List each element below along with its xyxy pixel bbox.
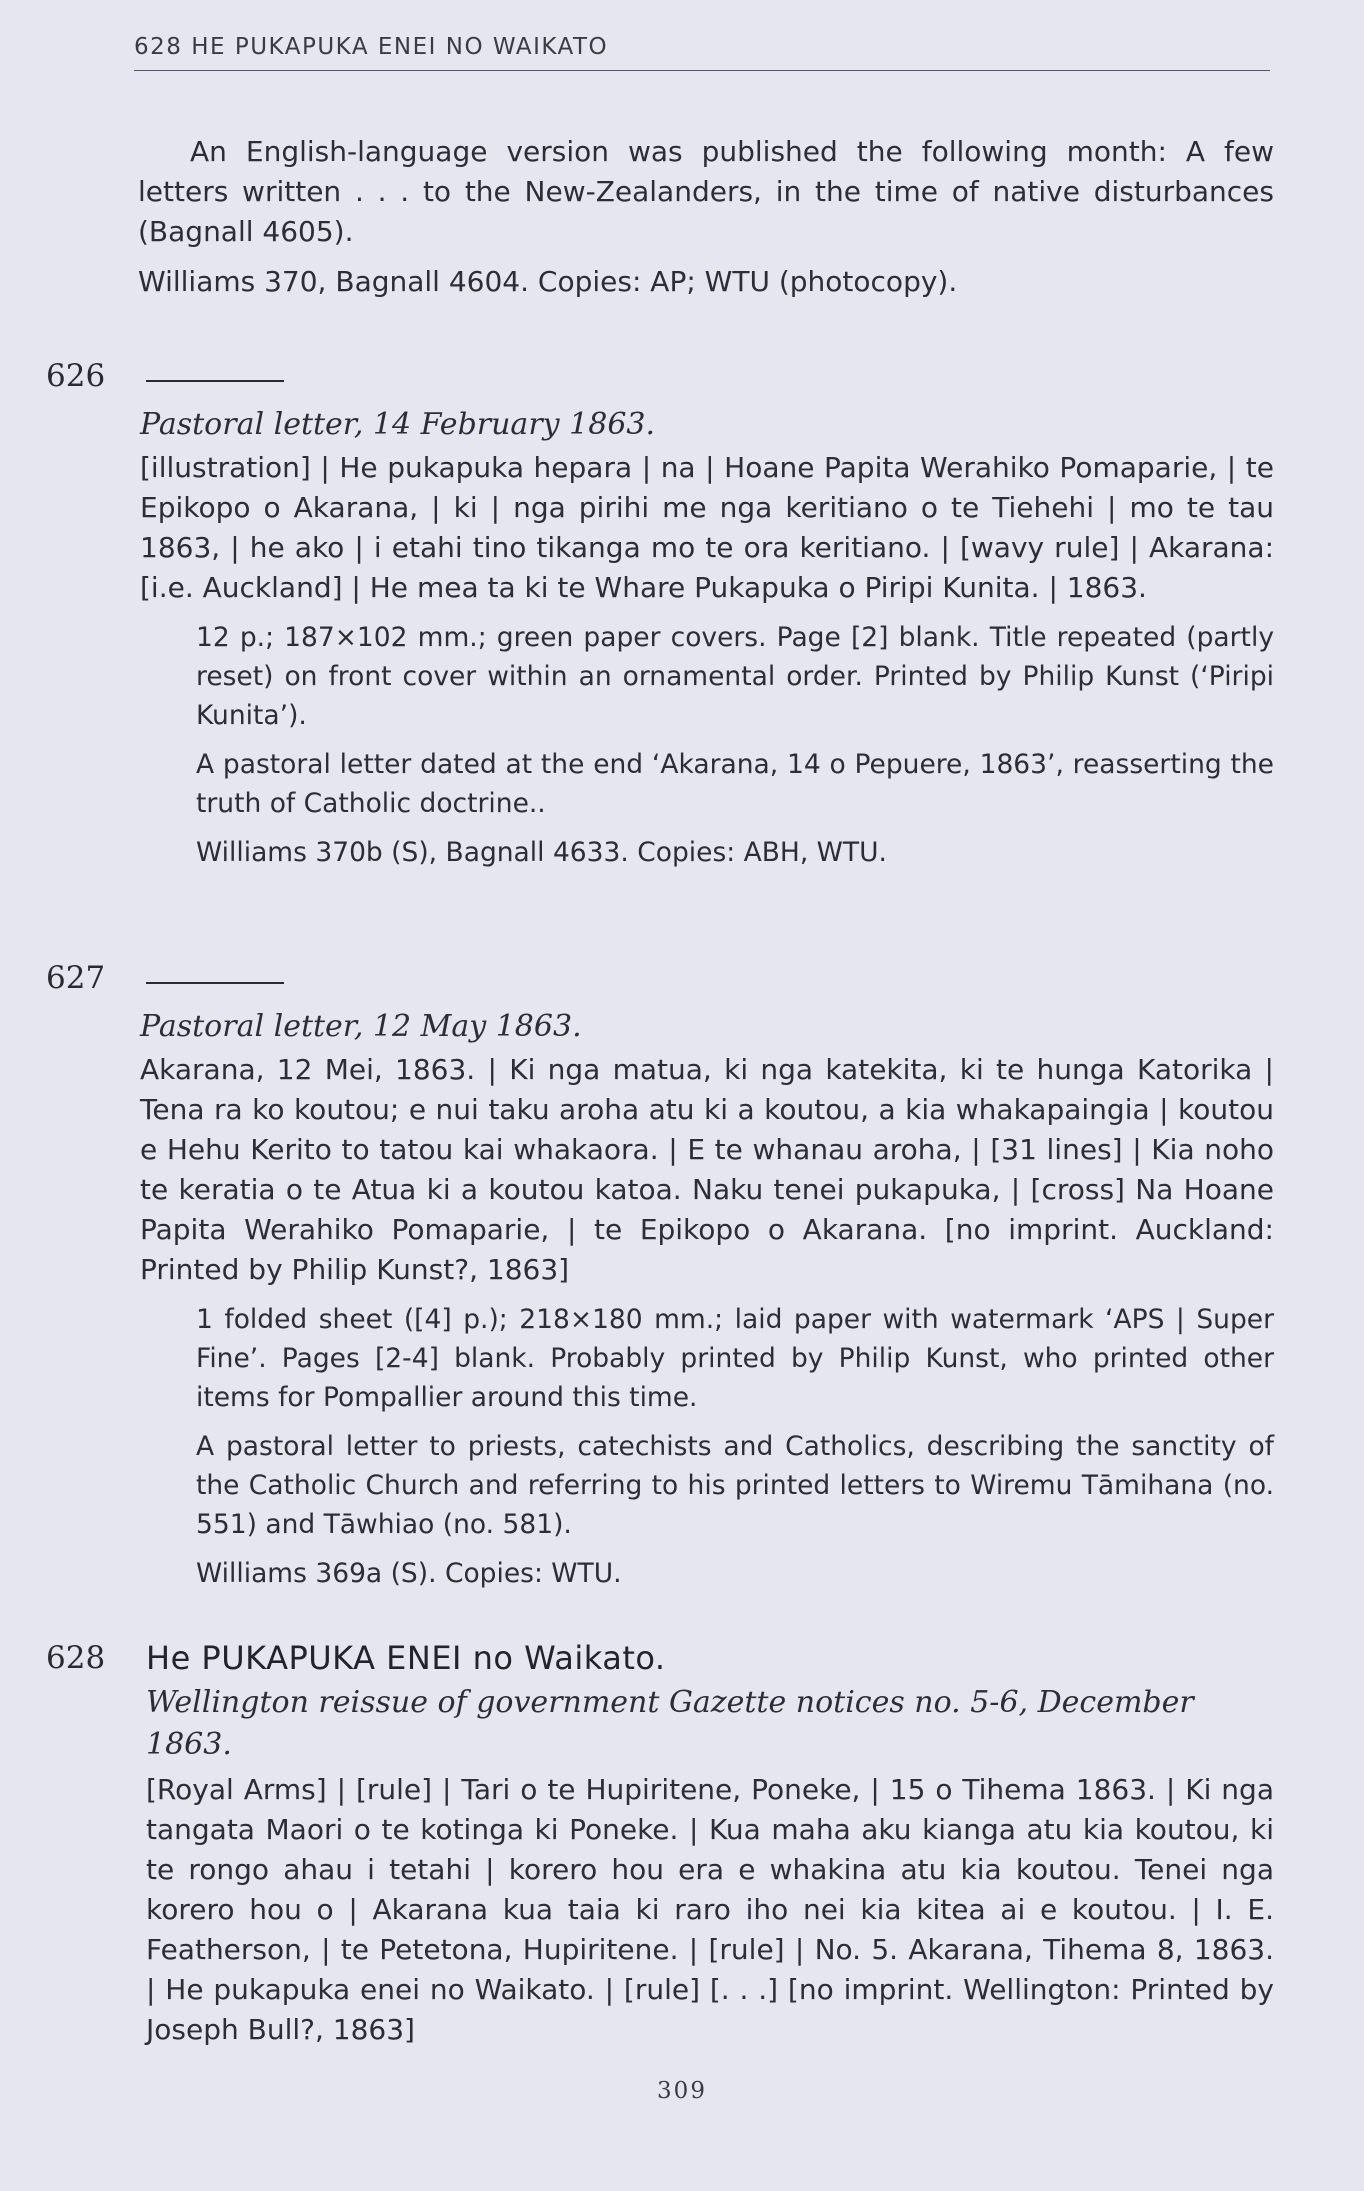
entry-physical-description: 1 folded sheet ([4] p.); 218×180 mm.; laid paper with watermark ‘APS | Super Fine’. Pages [2-4] blank. Probably printed by Philip Kunst, who printed other items for Pompallier around this time. <box>196 1304 1274 1413</box>
entry-title: Pastoral letter, 14 February 1863. <box>140 407 656 442</box>
entry-heading: He PUKAPUKA ENEI no Waikato. <box>146 1639 666 1677</box>
entry-note: A pastoral letter dated at the end ‘Akarana, 14 o Pepuere, 1863’, reasserting the truth of Catholic doctrine.. <box>196 749 1274 819</box>
intro-references: Williams 370, Bagnall 4604. Copies: AP; WTU (photocopy). <box>138 265 958 298</box>
intro-block <box>138 132 1274 302</box>
entry-number: 626 <box>46 358 106 394</box>
entry-references: Williams 369a (S). Copies: WTU. <box>196 1558 622 1589</box>
entry-title: Pastoral letter, 12 May 1863. <box>140 1009 582 1044</box>
entry-transcription: [Royal Arms] | [rule] | Tari o te Hupiritene, Poneke, | 15 o Tihema 1863. | Ki nga tangata Maori o te kotinga ki Poneke. | Kua maha aku kianga atu kia koutou, ki te rongo ahau i tetahi | korero hou era e whakina atu kia koutou. Tenei nga korero hou o | Akarana kua taia ki raro iho nei kia kitea ai e koutou. | I. E. Featherson, | te Petetona, Hupiritene. | [rule] | No. 5. Akarana, Tihema 8, 1863. | He pukapuka enei no Waikato. | [rule] [. . .] [no imprint. Wellington: Printed by Joseph Bull?, 1863] <box>146 1773 1274 2046</box>
intro-paragraph: An English-language version was published the following month: A few letters written . . . to the New-Zealanders, in the time of native disturbances (Bagnall 4605). <box>138 135 1274 248</box>
entry-note: A pastoral letter to priests, catechists and Catholics, describing the sanctity of the Catholic Church and referring to his printed letters to Wiremu Tāmihana (no. 551) and Tāwhiao (no. 581). <box>196 1431 1274 1540</box>
entry-transcription: Akarana, 12 Mei, 1863. | Ki nga matua, ki nga katekita, ki te hunga Katorika | Tena ra ko koutou; e nui taku aroha atu ki a koutou, a kia whakapaingia | koutou e Hehu Kerito to tatou kai whakaora. | E te whanau aroha, | [31 lines] | Kia noho te keratia o te Atua ki a koutou katoa. Naku tenei pukapuka, | [cross] Na Hoane Papita Werahiko Pomaparie, | te Epikopo o Akarana. [no imprint. Auckland: Printed by Philip Kunst?, 1863] <box>140 1053 1274 1286</box>
entry-references: Williams 370b (S), Bagnall 4633. Copies: ABH, WTU. <box>196 837 887 868</box>
entry-628 <box>146 1636 1274 2050</box>
entry-626 <box>140 404 1274 872</box>
entry-627 <box>140 1006 1274 1593</box>
entry-title: Wellington reissue of government Gazette notices no. 5-6, December 1863. <box>146 1685 1194 1762</box>
page-number: 309 <box>657 2078 707 2104</box>
entry-number: 628 <box>46 1640 106 1676</box>
entry-transcription: [illustration] | He pukapuka hepara | na | Hoane Papita Werahiko Pomaparie, | te Epikopo o Akarana, | ki | nga pirihi me nga keritiano o te Tiehehi | mo te tau 1863, | he ako | i etahi tino tikanga mo te ora keritiano. | [wavy rule] | Akarana: [i.e. Auckland] | He mea ta ki te Whare Pukapuka o Piripi Kunita. | 1863. <box>140 451 1274 604</box>
entry-rule <box>146 380 284 382</box>
entry-rule <box>146 982 284 984</box>
running-header: 628 HE PUKAPUKA ENEI NO WAIKATO <box>134 34 1270 71</box>
entry-physical-description: 12 p.; 187×102 mm.; green paper covers. Page [2] blank. Title repeated (partly reset) on front cover within an ornamental order. Printed by Philip Kunst (‘Piripi Kunita’). <box>196 622 1274 731</box>
entry-number: 627 <box>46 960 106 996</box>
